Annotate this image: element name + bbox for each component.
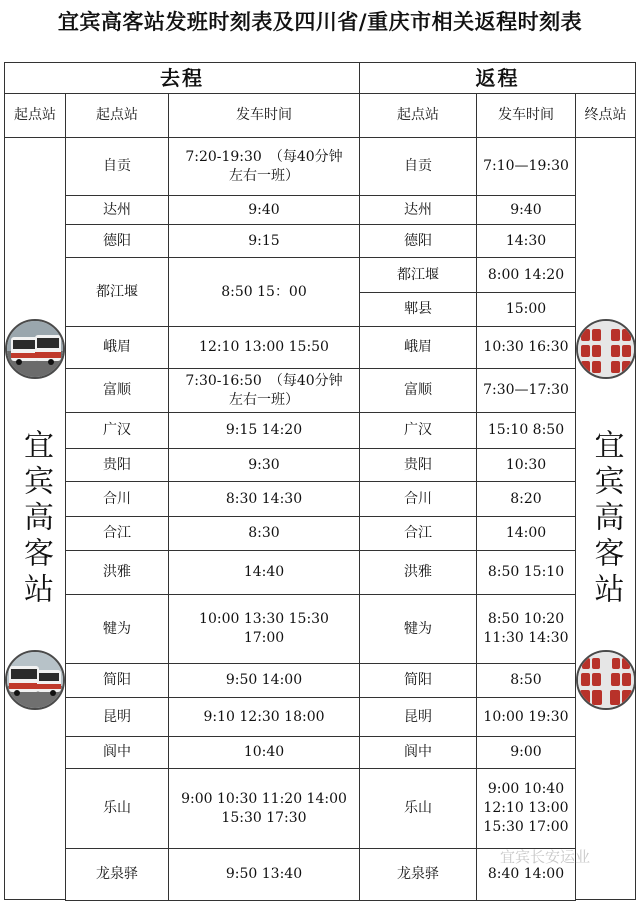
outbound-time: 9:40 <box>168 195 360 225</box>
return-city: 犍为 <box>359 594 477 664</box>
terminus-station-name <box>575 137 636 900</box>
header-outbound-time: 发车时间 <box>168 93 360 138</box>
outbound-time: 8:50 15：00 <box>168 257 360 327</box>
return-time: 8:00 14:20 <box>476 257 576 293</box>
watermark: 宜宾长安运业 <box>500 848 591 866</box>
outbound-time: 10:00 13:30 15:30 17:00 <box>168 594 360 664</box>
header-origin-station: 起点站 <box>4 93 66 138</box>
outbound-city: 乐山 <box>65 768 169 849</box>
outbound-city: 洪雅 <box>65 550 169 595</box>
outbound-time: 9:50 13:40 <box>168 848 360 901</box>
outbound-time: 9:30 <box>168 448 360 482</box>
station-left-text: 宜宾高客站 <box>18 428 53 609</box>
return-time: 9:40 <box>476 195 576 225</box>
return-time: 10:30 <box>476 448 576 482</box>
origin-station-name <box>4 137 66 900</box>
section-return: 返程 <box>359 62 636 94</box>
return-time: 7:30—17:30 <box>476 368 576 413</box>
outbound-city: 犍为 <box>65 594 169 664</box>
outbound-city: 贵阳 <box>65 448 169 482</box>
bus-interior-photo-icon <box>576 319 636 379</box>
return-time: 14:30 <box>476 224 576 258</box>
outbound-time: 12:10 13:00 15:50 <box>168 326 360 369</box>
outbound-city: 阆中 <box>65 736 169 769</box>
return-time: 8:50 15:10 <box>476 550 576 595</box>
outbound-city: 都江堰 <box>65 257 169 327</box>
outbound-city: 简阳 <box>65 663 169 698</box>
section-outbound: 去程 <box>4 62 360 94</box>
bus-photo-icon <box>5 650 65 710</box>
header-outbound-origin: 起点站 <box>65 93 169 138</box>
outbound-city: 广汉 <box>65 412 169 449</box>
outbound-city: 合川 <box>65 481 169 517</box>
outbound-time: 14:40 <box>168 550 360 595</box>
outbound-city: 昆明 <box>65 697 169 737</box>
station-right-text: 宜宾高客站 <box>588 428 624 609</box>
return-city: 自贡 <box>359 137 477 196</box>
outbound-city: 峨眉 <box>65 326 169 369</box>
header-return-time: 发车时间 <box>476 93 576 138</box>
return-city: 简阳 <box>359 663 477 698</box>
return-city: 郫县 <box>359 292 477 327</box>
return-city: 达州 <box>359 195 477 225</box>
return-time: 14:00 <box>476 516 576 551</box>
outbound-time: 7:30-16:50 （每40分钟 左右一班） <box>168 368 360 413</box>
return-city: 峨眉 <box>359 326 477 369</box>
return-time: 10:00 19:30 <box>476 697 576 737</box>
return-city: 都江堰 <box>359 257 477 293</box>
return-time: 8:40 14:00 <box>476 848 576 901</box>
outbound-time: 9:15 14:20 <box>168 412 360 449</box>
outbound-time: 7:20-19:30 （每40分钟 左右一班） <box>168 137 360 196</box>
header-return-origin: 起点站 <box>359 93 477 138</box>
outbound-city: 富顺 <box>65 368 169 413</box>
return-city: 贵阳 <box>359 448 477 482</box>
page-title: 宜宾高客站发班时刻表及四川省/重庆市相关返程时刻表 <box>57 9 583 34</box>
return-city: 富顺 <box>359 368 477 413</box>
bus-photo-icon <box>5 319 65 379</box>
return-city: 广汉 <box>359 412 477 449</box>
return-time: 8:50 <box>476 663 576 698</box>
bus-interior-photo-icon <box>576 650 636 710</box>
outbound-city: 自贡 <box>65 137 169 196</box>
return-city: 龙泉驿 <box>359 848 477 901</box>
return-city: 阆中 <box>359 736 477 769</box>
outbound-city: 合江 <box>65 516 169 551</box>
return-time: 15:00 <box>476 292 576 327</box>
outbound-city: 龙泉驿 <box>65 848 169 901</box>
outbound-time: 9:00 10:30 11:20 14:00 15:30 17:30 <box>168 768 360 849</box>
return-time: 10:30 16:30 <box>476 326 576 369</box>
return-city: 昆明 <box>359 697 477 737</box>
timetable <box>4 62 636 900</box>
return-city: 合江 <box>359 516 477 551</box>
outbound-time: 9:50 14:00 <box>168 663 360 698</box>
outbound-time: 8:30 14:30 <box>168 481 360 517</box>
outbound-time: 9:10 12:30 18:00 <box>168 697 360 737</box>
outbound-city: 达州 <box>65 195 169 225</box>
outbound-time: 10:40 <box>168 736 360 769</box>
return-time: 7:10—19:30 <box>476 137 576 196</box>
return-city: 合川 <box>359 481 477 517</box>
return-time: 8:50 10:20 11:30 14:30 <box>476 594 576 664</box>
header-terminus: 终点站 <box>575 93 636 138</box>
outbound-time: 8:30 <box>168 516 360 551</box>
return-time: 8:20 <box>476 481 576 517</box>
return-time: 15:10 8:50 <box>476 412 576 449</box>
outbound-city: 德阳 <box>65 224 169 258</box>
return-city: 德阳 <box>359 224 477 258</box>
outbound-time: 9:15 <box>168 224 360 258</box>
return-city: 乐山 <box>359 768 477 849</box>
return-time: 9:00 10:40 12:10 13:00 15:30 17:00 <box>476 768 576 849</box>
return-time: 9:00 <box>476 736 576 769</box>
return-city: 洪雅 <box>359 550 477 595</box>
